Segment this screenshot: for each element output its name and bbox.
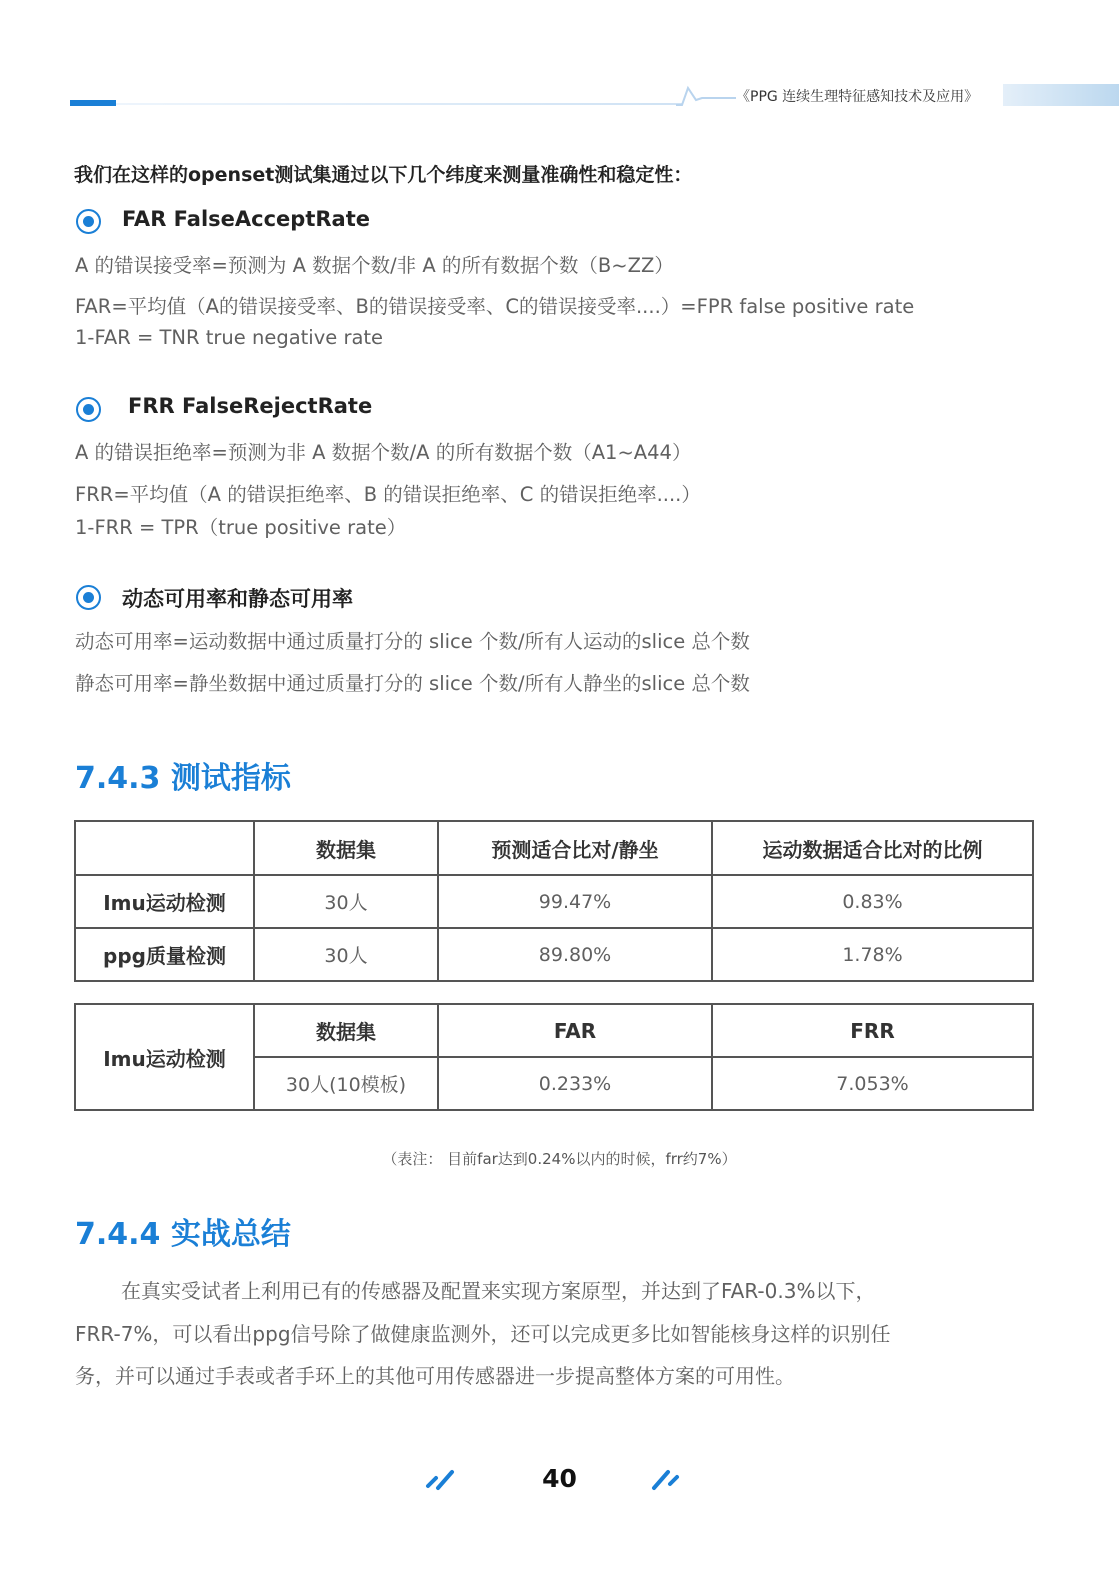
table-note: （表注： 目前far达到0.24%以内的时候，frr约7%） — [382, 1150, 737, 1168]
table-row — [75, 875, 1033, 928]
section-title-availability: 动态可用率和静态可用率 — [122, 587, 353, 611]
frr-line-1: A 的错误拒绝率=预测为非 A 数据个数/A 的所有数据个数（A1~A44） — [75, 441, 692, 464]
availability-line-2: 静态可用率=静坐数据中通过质量打分的 slice 个数/所有人静坐的slice 总个数 — [75, 672, 750, 695]
bullet-icon — [76, 209, 101, 234]
row-label: Imu运动检测 — [75, 875, 254, 928]
availability-line-1: 动态可用率=运动数据中通过质量打分的 slice 个数/所有人运动的slice 总个数 — [75, 630, 750, 653]
table-header-cell: FAR — [438, 1004, 712, 1057]
row-label: Imu运动检测 — [75, 1004, 254, 1110]
table-header-cell: 数据集 — [254, 821, 438, 875]
section-title-frr: FRR FalseRejectRate — [128, 394, 373, 418]
table-cell: 30人 — [254, 928, 438, 981]
table-cell: 0.83% — [712, 875, 1033, 928]
far-line-1: A 的错误接受率=预测为 A 数据个数/非 A 的所有数据个数（B~ZZ） — [75, 254, 674, 277]
summary-line-1: 在真实受试者上利用已有的传感器及配置来实现方案原型，并达到了FAR-0.3%以下， — [121, 1279, 876, 1303]
far-frr-table — [74, 1003, 1034, 1111]
table-header-cell: 运动数据适合比对的比例 — [712, 821, 1033, 875]
header-pulse-icon — [676, 80, 736, 110]
table-header-cell: FRR — [712, 1004, 1033, 1057]
page-number: 40 — [542, 1464, 577, 1493]
metrics-table — [74, 820, 1034, 982]
table-cell: 0.233% — [438, 1057, 712, 1110]
table-header-row — [75, 821, 1033, 875]
table-cell: 89.80% — [438, 928, 712, 981]
table-header-row — [75, 1004, 1033, 1057]
summary-line-2: FRR-7%，可以看出ppg信号除了做健康监测外，还可以完成更多比如智能核身这样的识别任 — [75, 1322, 891, 1346]
table-cell: 99.47% — [438, 875, 712, 928]
book-title: 《PPG 连续生理特征感知技术及应用》 — [736, 89, 979, 105]
section-heading-744: 7.4.4 实战总结 — [75, 1217, 291, 1252]
table-cell: 7.053% — [712, 1057, 1033, 1110]
bullet-icon — [76, 585, 101, 610]
row-label: ppg质量检测 — [75, 928, 254, 981]
frr-line-3: 1-FRR = TPR（true positive rate） — [75, 516, 407, 539]
header-accent-bar — [70, 100, 116, 106]
table-cell: 30人(10模板) — [254, 1057, 438, 1110]
far-line-2: FAR=平均值（A的错误接受率、B的错误接受率、C的错误接受率....）=FPR false positive rate — [75, 295, 915, 318]
header-gradient-block — [1003, 84, 1119, 106]
intro-text: 我们在这样的openset测试集通过以下几个纬度来测量准确性和稳定性： — [74, 164, 693, 186]
bullet-icon — [76, 397, 101, 422]
section-heading-743: 7.4.3 测试指标 — [75, 761, 291, 796]
table-cell: 30人 — [254, 875, 438, 928]
table-row — [75, 928, 1033, 981]
table-header-cell: 数据集 — [254, 1004, 438, 1057]
page-slash-icon — [650, 1466, 684, 1492]
table-cell: 1.78% — [712, 928, 1033, 981]
summary-line-3: 务，并可以通过手表或者手环上的其他可用传感器进一步提高整体方案的可用性。 — [75, 1364, 795, 1388]
section-title-far: FAR FalseAcceptRate — [122, 207, 370, 231]
header-rule — [116, 103, 682, 105]
table-header-cell: 预测适合比对/静坐 — [438, 821, 712, 875]
table-header-cell — [75, 821, 254, 875]
frr-line-2: FRR=平均值（A 的错误拒绝率、B 的错误拒绝率、C 的错误拒绝率....） — [75, 483, 701, 506]
far-line-3: 1-FAR = TNR true negative rate — [75, 326, 384, 349]
